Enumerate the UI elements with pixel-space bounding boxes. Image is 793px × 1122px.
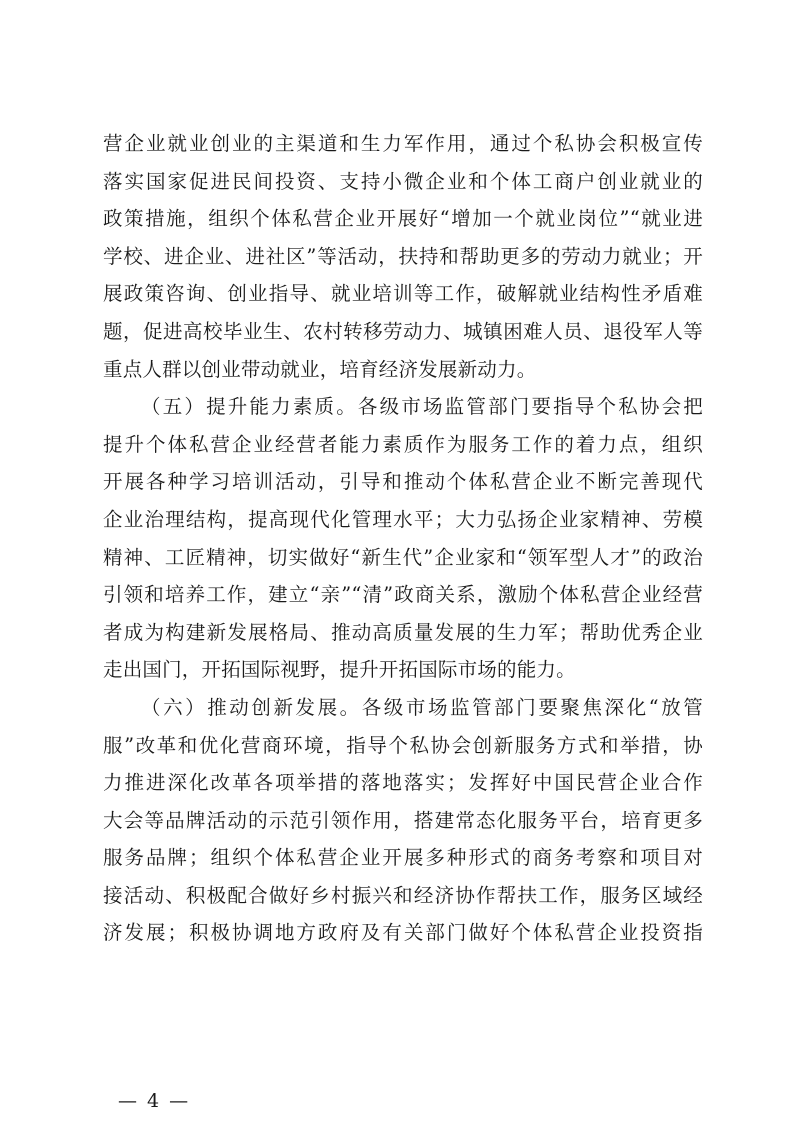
text-line: 学校、进企业、进社区”等活动，扶持和帮助更多的劳动力就业；开 — [103, 244, 703, 268]
text-line: 济发展；积极协调地方政府及有关部门做好个体私营企业投资指 — [103, 921, 703, 945]
text-line: 提升个体私营企业经营者能力素质作为服务工作的着力点，组织 — [103, 432, 703, 456]
page-number: — 4 — — [118, 1090, 191, 1112]
text-line: 服”改革和优化营商环境，指导个私协会创新服务方式和举措，协 — [103, 733, 703, 757]
paragraph-section-5 — [103, 388, 703, 689]
paragraph-section-6 — [103, 689, 703, 952]
text-line: 力推进深化改革各项举措的落地落实；发挥好中国民营企业合作 — [103, 771, 703, 795]
section-heading-line: （六）推动创新发展。各级市场监管部门要聚焦深化“放管 — [141, 695, 703, 719]
text-line: 展政策咨询、创业指导、就业培训等工作，破解就业结构性矛盾难 — [103, 282, 703, 306]
text-line: 开展各种学习培训活动，引导和推动个体私营企业不断完善现代 — [103, 470, 703, 494]
document-body — [103, 125, 703, 952]
text-line: 落实国家促进民间投资、支持小微企业和个体工商户创业就业的 — [103, 169, 703, 193]
paragraph-continuation — [103, 125, 703, 388]
text-line: 企业治理结构，提高现代化管理水平；大力弘扬企业家精神、劳模 — [103, 507, 703, 531]
text-line: 政策措施，组织个体私营企业开展好“增加一个就业岗位”“就业进 — [103, 207, 703, 231]
text-line: 题，促进高校毕业生、农村转移劳动力、城镇困难人员、退役军人等 — [103, 319, 703, 343]
text-line: 引领和培养工作，建立“亲”“清”政商关系，激励个体私营企业经营 — [103, 583, 703, 607]
text-line: 大会等品牌活动的示范引领作用，搭建常态化服务平台，培育更多 — [103, 808, 703, 832]
section-heading-line: （五）提升能力素质。各级市场监管部门要指导个私协会把 — [141, 395, 703, 419]
text-line: 重点人群以创业带动就业，培育经济发展新动力。 — [103, 357, 537, 381]
text-line: 营企业就业创业的主渠道和生力军作用，通过个私协会积极宣传 — [103, 132, 703, 155]
text-line: 接活动、积极配合做好乡村振兴和经济协作帮扶工作，服务区域经 — [103, 883, 703, 907]
text-line: 精神、工匠精神，切实做好“新生代”企业家和“领军型人才”的政治 — [103, 545, 703, 569]
text-line: 服务品牌；组织个体私营企业开展多种形式的商务考察和项目对 — [103, 846, 703, 870]
text-line: 走出国门，开拓国际视野，提升开拓国际市场的能力。 — [103, 658, 576, 682]
text-line: 者成为构建新发展格局、推动高质量发展的生力军；帮助优秀企业 — [103, 620, 703, 644]
